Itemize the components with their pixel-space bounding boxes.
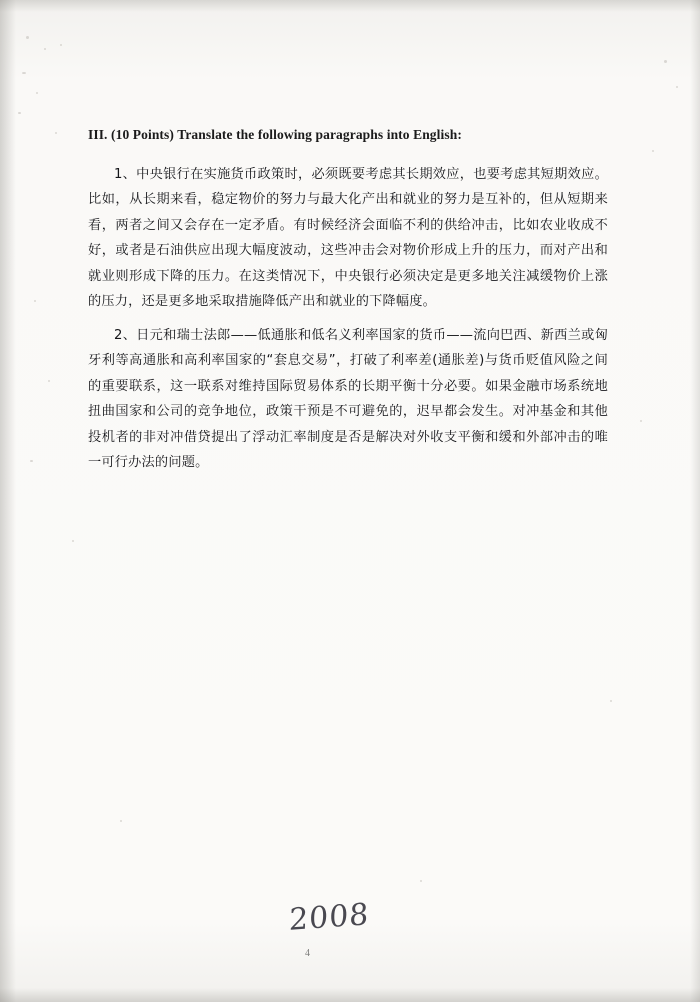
page-edge-shadow-bottom xyxy=(0,988,700,1002)
section-heading: III. (10 Points) Translate the following paragraphs into English: xyxy=(88,127,462,142)
scan-speckle xyxy=(664,60,667,63)
scan-speckle xyxy=(26,36,29,39)
page-edge-shadow-right xyxy=(690,0,700,1002)
scan-speckle xyxy=(652,150,654,152)
scan-speckle xyxy=(60,44,62,46)
scan-speckle xyxy=(36,92,38,94)
scan-speckle xyxy=(610,700,612,702)
document-body xyxy=(88,126,608,482)
page-edge-shadow-left xyxy=(0,0,16,1002)
scan-speckle xyxy=(72,540,74,542)
paragraph-2: 2、日元和瑞士法郎——低通胀和低名义利率国家的货币——流向巴西、新西兰或匈牙利等高通胀和高利率国家的“套息交易”，打破了利率差(通胀差)与货币贬值风险之间的重要联系，这一联系对维持国际贸易体系的长期平衡十分必要。如果金融市场系统地扭曲国家和公司的竞争地位，政策干预是不可避免的，迟早都会发生。对冲基金和其他投机者的非对冲借贷提出了浮动汇率制度是否是解决对外收支平衡和缓和外部冲击的唯一可行办法的问题。 xyxy=(88,327,608,471)
scan-speckle xyxy=(676,86,678,88)
scan-speckle xyxy=(44,48,46,50)
scan-speckle xyxy=(120,820,122,822)
page-edge-shadow-top xyxy=(0,0,700,12)
scan-speckle xyxy=(420,880,422,882)
handwritten-page-number: 2008 xyxy=(288,897,370,938)
page-folio: 4 xyxy=(305,948,310,959)
scan-speckle xyxy=(48,380,50,382)
scan-speckle xyxy=(55,132,57,134)
scan-speckle xyxy=(18,112,21,114)
scan-speckle xyxy=(34,300,36,302)
scan-speckle xyxy=(22,72,26,74)
paragraph-1: 1、中央银行在实施货币政策时，必须既要考虑其长期效应，也要考虑其短期效应。比如，从长期来看，稳定物价的努力与最大化产出和就业的努力是互补的，但从短期来看，两者之间又会存在一定矛盾。有时候经济会面临不利的供给冲击，比如农业收成不好，或者是石油供应出现大幅度波动，这些冲击会对物价形成上升的压力，而对产出和就业则形成下降的压力。在这类情况下，中央银行必须决定是更多地关注减缓物价上涨的压力，还是更多地采取措施降低产出和就业的下降幅度。 xyxy=(88,166,608,310)
scan-speckle xyxy=(640,420,642,422)
scan-speckle xyxy=(30,460,33,462)
